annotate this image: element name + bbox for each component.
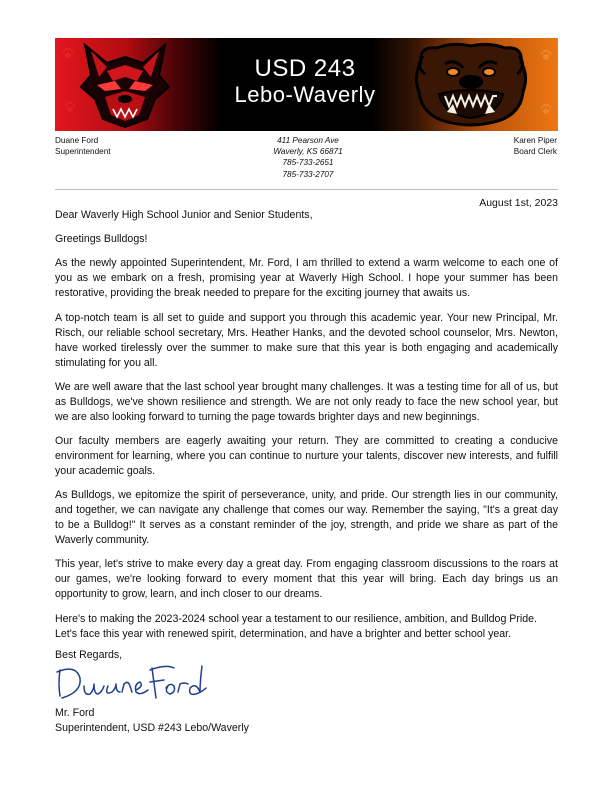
paragraph: As the newly appointed Superintendent, Mr. Ford, I am thrilled to extend a warm welcome to each one of you as we embark on a fresh, promising year at Waverly High School. I hope your summer has been restorative, providing the break needed to prepare for the exciting journey that awaits us. [55, 257, 558, 300]
superintendent-title: Superintendent [55, 147, 111, 157]
phone-number-2: 785-733-2707 [282, 169, 334, 179]
letterhead-banner [55, 38, 558, 131]
paragraph: Our faculty members are eagerly awaiting your return. They are committed to creating a conducive environment for learning, where you can continue to nurture your talents, discover new interests, and fulfill your academic goals. [55, 434, 558, 477]
paw-print-icon [539, 102, 553, 116]
paragraph: Here's to making the 2023-2024 school year a testament to our resilience, ambition, and Bulldog Pride. Let's face this year with renewed spirit, determination, and have a brighter and better school year. [55, 612, 537, 640]
letter-body [55, 208, 558, 651]
closing: Best Regards, [55, 649, 123, 661]
superintendent-name: Duane Ford [55, 136, 99, 145]
district-subtitle: Lebo-Waverly [234, 82, 376, 107]
superintendent-contact [55, 135, 111, 157]
bulldog-mascot-icon [411, 42, 531, 128]
paragraph: This year, let's strive to make every day a great day. From engaging classroom discussions to the roars at our games, we're looking forward to every moment that this year will bring. Each day brings us an opportunity to grow, learn, and inch closer to our dreams. [55, 558, 558, 601]
wolf-mascot-icon [77, 41, 173, 129]
address-line-1: 411 Pearson Ave [277, 136, 339, 145]
signer-name: Mr. Ford [55, 707, 95, 719]
signer-title: Superintendent, USD #243 Lebo/Waverly [55, 722, 249, 734]
salutation: Dear Waverly High School Junior and Senior Students, [55, 209, 313, 221]
board-clerk-name: Karen Piper [513, 136, 557, 145]
district-address [250, 135, 366, 180]
address-line-2: Waverly, KS 66871 [273, 147, 343, 157]
greeting: Greetings Bulldogs! [55, 233, 148, 246]
board-clerk-title: Board Clerk [513, 147, 557, 157]
district-name: USD 243 [254, 55, 356, 82]
paragraph: We are well aware that the last school year brought many challenges. It was a testing time for all of us, but as Bulldogs, we've shown resilience and strength. We are not only ready to face the new school year, but we are also looking forward to turning the page towards brighter days and new beginnings. [55, 380, 558, 423]
paw-print-icon [61, 46, 75, 60]
header-divider [55, 189, 558, 190]
board-clerk-contact [514, 135, 557, 157]
signature-block [55, 706, 249, 736]
paragraph: A top-notch team is all set to guide and support you through this academic year. Your new Principal, Mr. Risch, our reliable school secretary, Mrs. Heather Hanks, and the devoted school counselor, Mrs. Newton, have worked tirelessly over the summer to make sure that this year is both engaging and academically stimulating for you all. [55, 311, 558, 369]
handwritten-signature [54, 662, 214, 706]
paw-print-icon [539, 48, 553, 62]
paw-print-icon [63, 100, 77, 114]
letter-date: August 1st, 2023 [479, 197, 558, 209]
paragraph: As Bulldogs, we epitomize the spirit of perseverance, unity, and pride. Our strength lies in our community, and together, we can navigate any challenge that comes our way. Remember the saying, "It's a great day to be a Bulldog!" It serves as a constant reminder of the joy, strength, and pride we share as part of the Waverly community. [55, 489, 558, 547]
phone-number-1: 785-733-2651 [282, 158, 334, 168]
